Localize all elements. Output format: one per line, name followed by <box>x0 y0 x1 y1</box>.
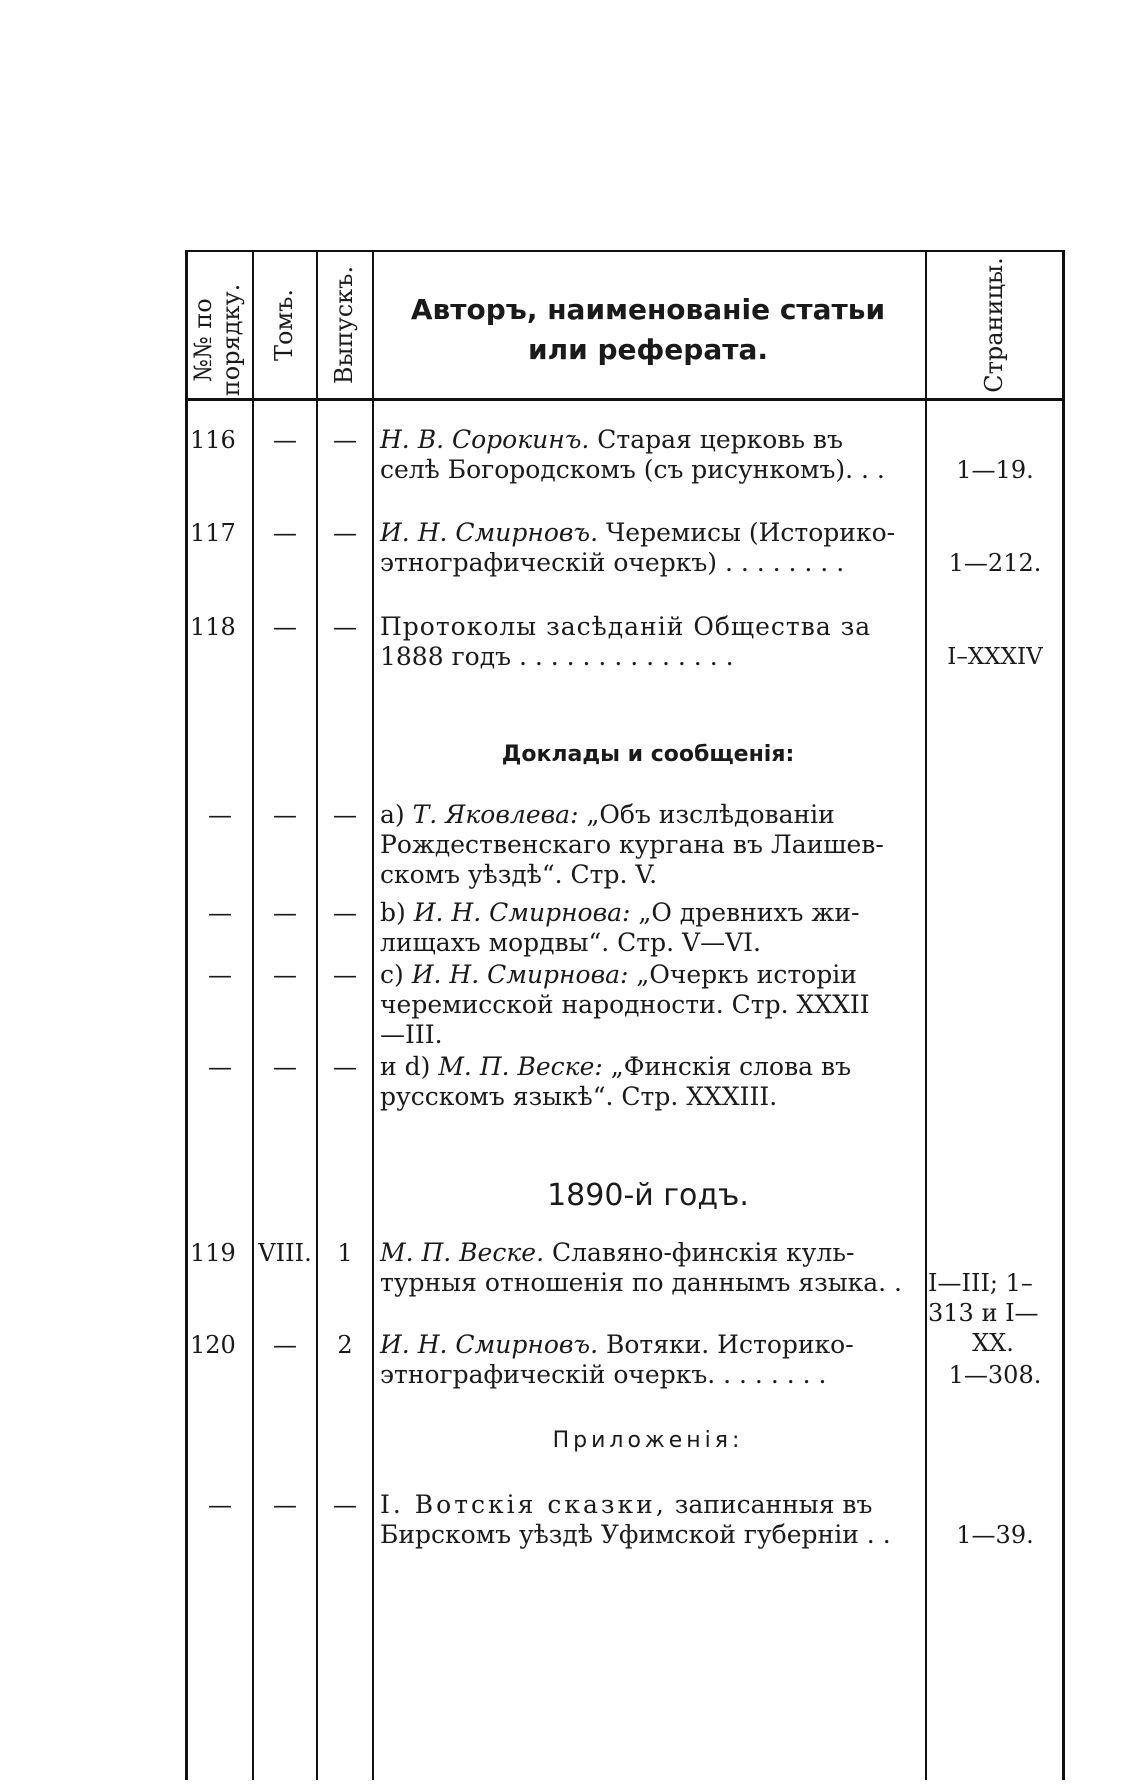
report-a-entry <box>380 800 920 890</box>
row-119-vyp: 1 <box>337 1239 353 1267</box>
column-rule-right <box>1062 250 1065 1780</box>
column-rule-3 <box>372 250 374 1780</box>
row-117-vyp: — <box>333 519 357 547</box>
row-119-pages-line2: 313 и I— <box>928 1299 1039 1327</box>
appendix-entry <box>380 1490 920 1550</box>
column-rule-4 <box>925 250 927 1780</box>
report-d-entry <box>380 1052 920 1112</box>
header-title-line2: или реферата. <box>528 333 768 366</box>
row-120-tom: — <box>273 1331 297 1359</box>
report-a-tom: — <box>273 801 297 829</box>
row-117-author: И. Н. Смирновъ. <box>380 518 599 547</box>
header-tom-label: Томъ. <box>270 288 298 362</box>
report-d-vyp: — <box>333 1053 357 1081</box>
row-118-line2: 1888 годъ . . . . . . . . . . . . . . <box>380 642 734 671</box>
row-116-vyp: — <box>333 426 357 454</box>
report-c-author: И. Н. Смирнова: <box>411 960 629 989</box>
report-b-prefix: b) <box>380 898 414 927</box>
row-119-text1: Славяно-финскія куль- <box>544 1238 855 1267</box>
report-b-tom: — <box>273 899 297 927</box>
report-c-entry <box>380 960 920 1050</box>
row-116-tom: — <box>273 426 297 454</box>
report-c-line2: черемисской народности. Стр. XXXII <box>380 990 870 1019</box>
row-119-line2: турныя отношенія по даннымъ языка. . <box>380 1268 902 1297</box>
header-pages-label: Страницы. <box>980 257 1008 393</box>
header-vyp-label: Выпускъ. <box>330 265 358 385</box>
row-120-author: И. Н. Смирновъ. <box>380 1330 599 1359</box>
row-118-tom: — <box>273 613 297 641</box>
row-118-pages: I–XXXIV <box>947 644 1043 670</box>
report-b-line2: лищахъ мордвы“. Стр. V—VI. <box>380 928 761 957</box>
row-119-pages-line3: XX. <box>972 1329 1014 1357</box>
report-c-tom: — <box>273 961 297 989</box>
report-c-prefix: c) <box>380 960 412 989</box>
row-116-line2: селѣ Богородскомъ (съ рисункомъ). . . <box>380 455 885 484</box>
row-119-num: 119 <box>190 1239 236 1267</box>
appendix-text1: I. Вотскія сказки, <box>380 1490 667 1519</box>
report-b-line1: „О древнихъ жи- <box>630 898 860 927</box>
report-a-num: — <box>208 801 232 829</box>
row-116-pages: 1—19. <box>956 456 1034 484</box>
report-b-num: — <box>208 899 232 927</box>
report-d-num: — <box>208 1053 232 1081</box>
row-119-entry <box>380 1238 920 1298</box>
report-d-author: М. П. Веске: <box>438 1052 603 1081</box>
column-rule-left <box>185 250 188 1780</box>
row-118-entry <box>380 612 920 672</box>
row-120-vyp: 2 <box>337 1331 353 1359</box>
report-a-vyp: — <box>333 801 357 829</box>
row-116-entry <box>380 425 920 485</box>
appendix-num: — <box>208 1491 232 1519</box>
header-title <box>378 290 918 370</box>
report-c-line1: „Очеркъ исторіи <box>628 960 857 989</box>
row-116-text1: Старая церковь въ <box>589 425 843 454</box>
row-120-text1: Вотяки. Историко- <box>598 1330 854 1359</box>
row-116-author: Н. В. Сорокинъ. <box>380 425 590 454</box>
header-num-column <box>189 245 249 435</box>
row-117-tom: — <box>273 519 297 547</box>
report-c-vyp: — <box>333 961 357 989</box>
row-119-tom: VIII. <box>258 1239 312 1267</box>
report-d-line1: „Финскія слова въ <box>602 1052 852 1081</box>
report-a-line3: скомъ уѣздѣ“. Стр. V. <box>380 860 658 889</box>
section-appendix-heading: Приложенія: <box>552 1428 744 1453</box>
row-119-author: М. П. Веске. <box>380 1238 545 1267</box>
row-117-line2: этнографическій очеркъ) . . . . . . . . <box>380 548 845 577</box>
section-reports-heading: Доклады и сообщенія: <box>501 742 795 767</box>
appendix-pages: 1—39. <box>956 1521 1034 1549</box>
report-a-line2: Рождественскаго кургана въ Лаишев- <box>380 830 884 859</box>
row-119-pages-line1: I—III; 1– <box>928 1269 1033 1297</box>
report-d-prefix: и d) <box>380 1052 439 1081</box>
report-d-line2: русскомъ языкѣ“. Стр. XXXIII. <box>380 1082 778 1111</box>
appendix-tom: — <box>273 1491 297 1519</box>
appendix-line2: Бирскомъ уѣздѣ Уфимской губерніи . . <box>380 1520 891 1549</box>
appendix-text1b: записанныя въ <box>666 1490 873 1519</box>
report-b-author: И. Н. Смирнова: <box>413 898 631 927</box>
year-heading: 1890-й годъ. <box>547 1178 749 1213</box>
report-c-num: — <box>208 961 232 989</box>
report-b-entry <box>380 898 920 958</box>
row-120-entry <box>380 1330 920 1390</box>
row-117-pages: 1—212. <box>948 549 1042 577</box>
report-a-author: Т. Яковлева: <box>412 800 579 829</box>
column-rule-1 <box>252 250 254 1780</box>
row-118-num: 118 <box>190 613 236 641</box>
report-d-tom: — <box>273 1053 297 1081</box>
appendix-vyp: — <box>333 1491 357 1519</box>
row-117-entry <box>380 518 920 578</box>
row-118-text1: Протоколы засѣданій Общества за <box>380 612 872 641</box>
header-title-line1: Авторъ, наименованіе статьи <box>410 293 886 326</box>
row-119-pages <box>928 1268 1058 1358</box>
report-a-line1: „Объ изслѣдованіи <box>578 800 835 829</box>
row-120-num: 120 <box>190 1331 236 1359</box>
header-num-label: №№ по порядку. <box>189 283 245 397</box>
row-117-text1: Черемисы (Историко- <box>598 518 896 547</box>
row-116-num: 116 <box>190 426 236 454</box>
row-117-num: 117 <box>190 519 236 547</box>
row-120-line2: этнографическій очеркъ. . . . . . . . <box>380 1360 827 1389</box>
column-rule-2 <box>316 250 318 1780</box>
row-118-vyp: — <box>333 613 357 641</box>
report-b-vyp: — <box>333 899 357 927</box>
row-120-pages: 1—308. <box>948 1361 1042 1389</box>
report-a-prefix: a) <box>380 800 413 829</box>
report-c-line3: —III. <box>380 1020 443 1049</box>
